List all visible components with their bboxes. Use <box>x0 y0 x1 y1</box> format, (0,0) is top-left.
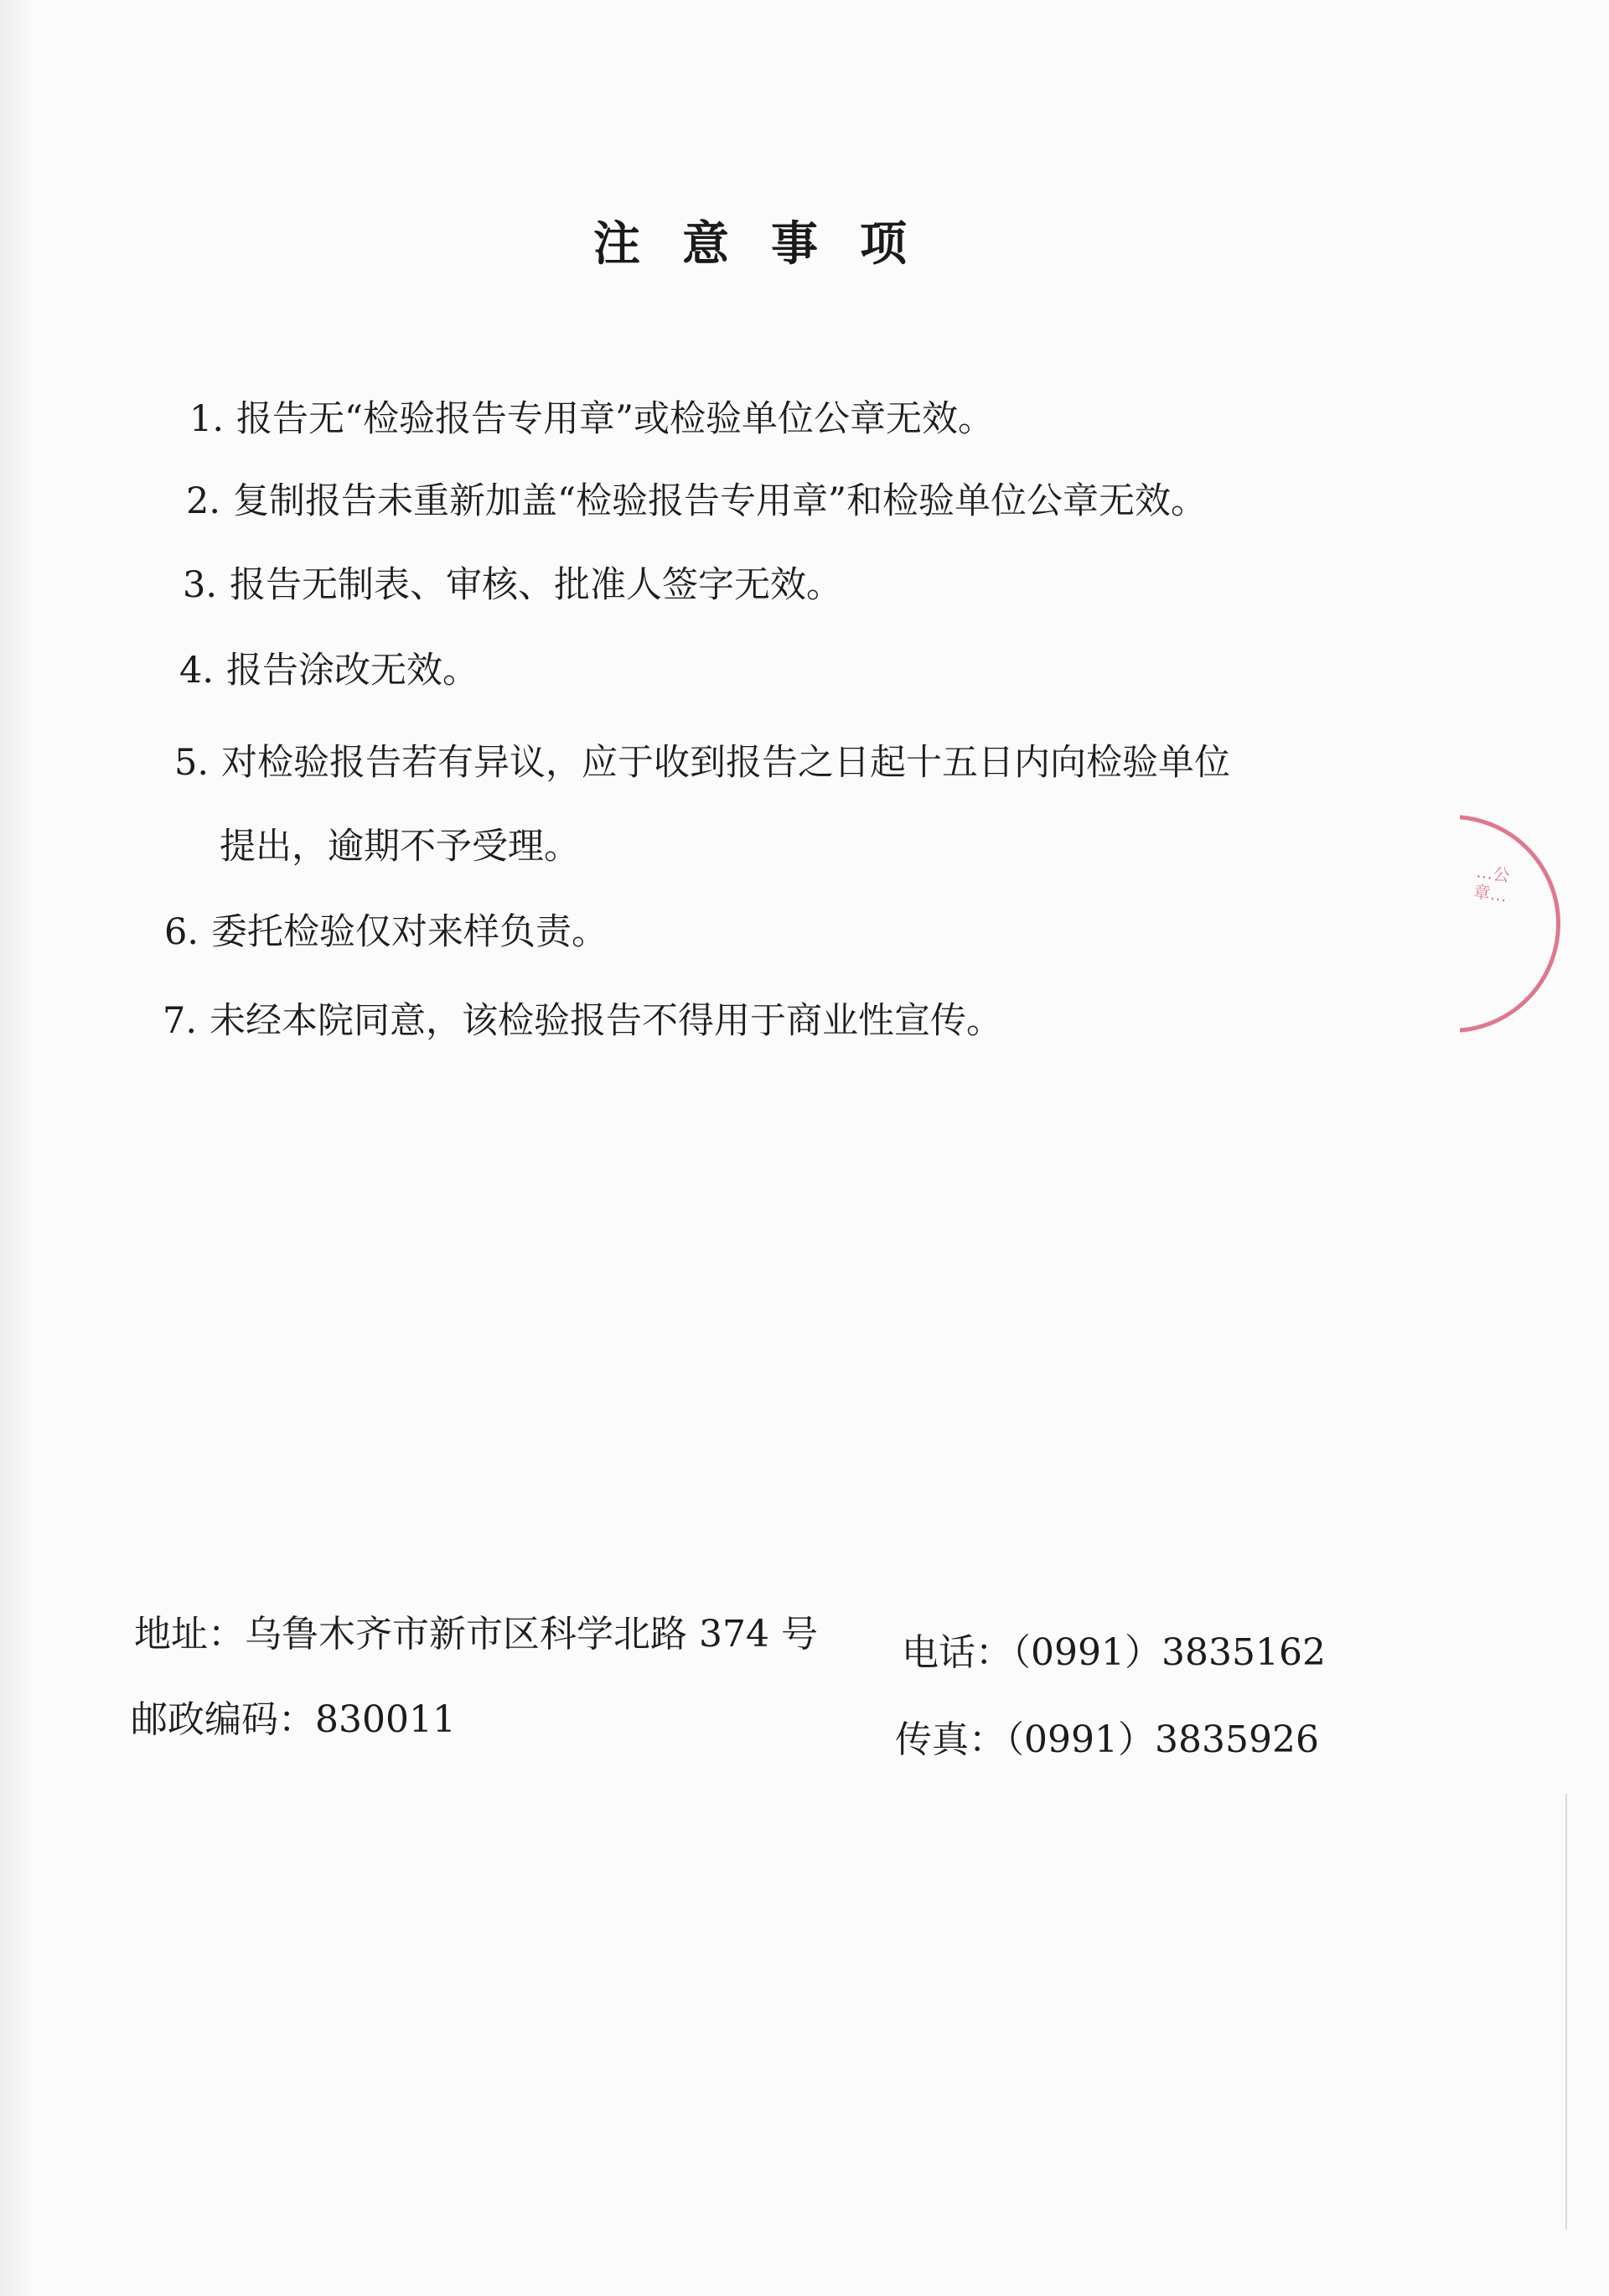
notice-text: 对检验报告若有异议，应于收到报告之日起十五日内向检验单位 <box>221 742 1230 784</box>
scan-edge-shadow <box>0 0 34 2296</box>
seal-ring <box>1460 815 1560 1033</box>
notice-number: 3. <box>183 564 218 606</box>
notice-text: 报告无制表、审核、批准人签字无效。 <box>230 564 842 606</box>
notice-text: 提出，逾期不予受理。 <box>220 826 580 868</box>
scan-edge-line <box>1565 1794 1567 2230</box>
seal-text: …公章… <box>1472 861 1512 906</box>
notice-item-1 <box>189 394 994 444</box>
official-seal-fragment <box>1460 815 1569 1033</box>
notice-item-2 <box>186 476 1207 526</box>
footer-phone: 电话：（0991）3835162 <box>902 1631 1326 1674</box>
notice-text: 未经本院同意，该检验报告不得用于商业性宣传。 <box>210 1000 1002 1042</box>
notice-number: 4. <box>179 650 215 692</box>
notice-item-7 <box>163 996 1002 1046</box>
notice-item-5-continuation <box>220 821 580 872</box>
notice-number: 2. <box>186 480 221 522</box>
notice-text: 委托检验仅对来样负责。 <box>211 911 608 953</box>
notice-number: 6. <box>164 911 199 953</box>
notice-text: 复制报告未重新加盖“检验报告专用章”和检验单位公章无效。 <box>233 480 1207 522</box>
footer-address: 地址：乌鲁木齐市新市区科学北路 374 号 <box>134 1613 818 1656</box>
notice-item-5 <box>174 738 1230 788</box>
notice-item-4 <box>179 645 479 696</box>
notice-item-6 <box>164 907 608 957</box>
notice-number: 5. <box>174 742 210 784</box>
notice-number: 7. <box>163 1000 198 1042</box>
notice-text: 报告涂改无效。 <box>226 650 479 692</box>
page-title: 注意事项 <box>593 217 949 272</box>
footer-fax: 传真：（0991）3835926 <box>895 1718 1319 1761</box>
footer-postcode: 邮政编码：830011 <box>131 1698 456 1741</box>
notice-item-3 <box>183 560 842 610</box>
notice-text: 报告无“检验报告专用章”或检验单位公章无效。 <box>236 398 994 440</box>
notice-number: 1. <box>189 398 225 440</box>
